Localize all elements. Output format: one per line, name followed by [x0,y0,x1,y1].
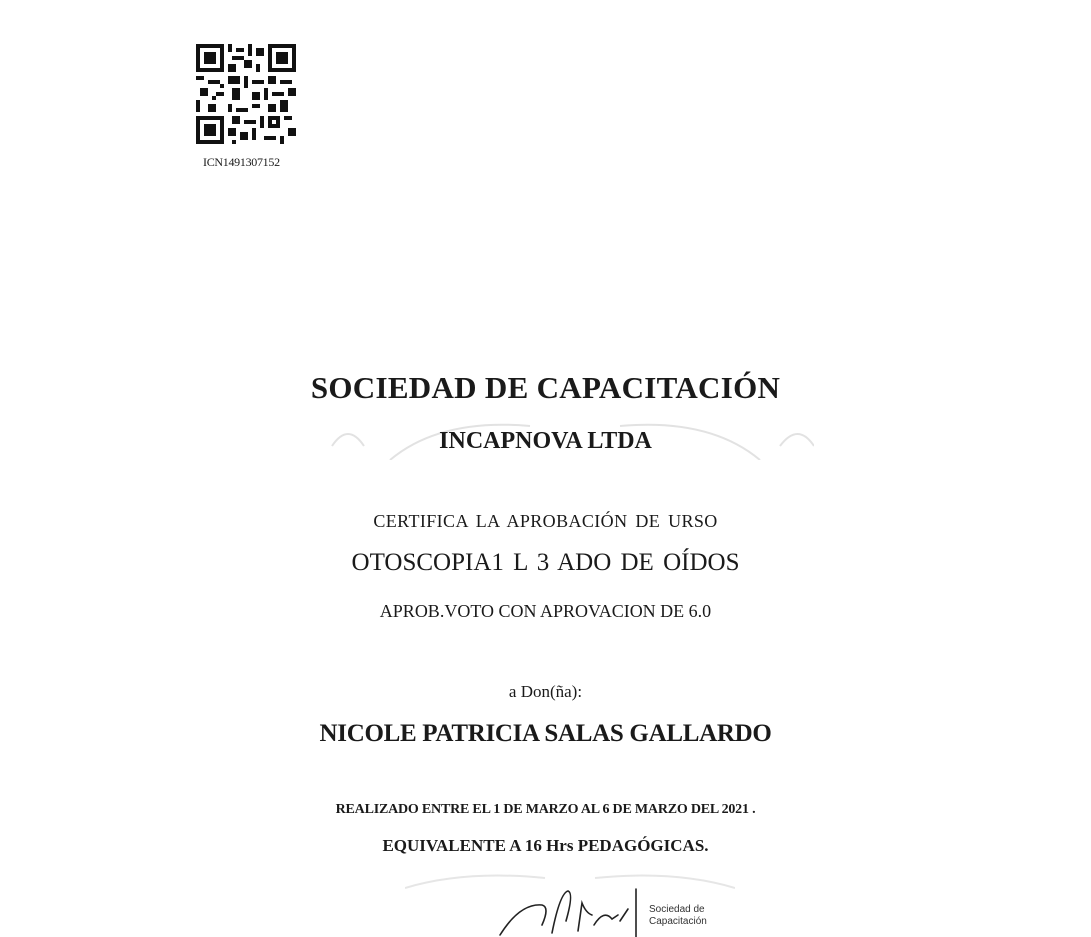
signature-icon [490,885,650,937]
stamp-line-2: Capacitación [649,916,707,927]
certification-statement: CERTIFICA LA APROBACIÓN DE URSO [373,511,718,531]
organization-subtitle: INCAPNOVA LTDA [439,428,652,454]
grade-line: APROB.VOTO CON APROVACION DE 6.0 [379,601,712,621]
organization-title: SOCIEDAD DE CAPACITACIÓN [310,370,781,405]
course-name: OTOSCOPIA1 L 3 ADO DE OÍDOS [351,549,740,576]
course-period: REALIZADO ENTRE EL 1 DE MARZO AL 6 DE MARZO DEL 2021 . [335,802,756,817]
qr-code-id: ICN1491307152 [203,155,280,169]
course-hours: EQUIVALENTE A 16 Hrs PEDAGÓGICAS. [382,836,709,855]
stamp-text [649,904,707,928]
recipient-prefix: a Don(ña): [508,682,583,701]
stamp-line-1: Sociedad de [649,904,705,915]
recipient-name: NICOLE PATRICIA SALAS GALLARDO [319,720,772,747]
qr-code-icon [196,44,296,144]
